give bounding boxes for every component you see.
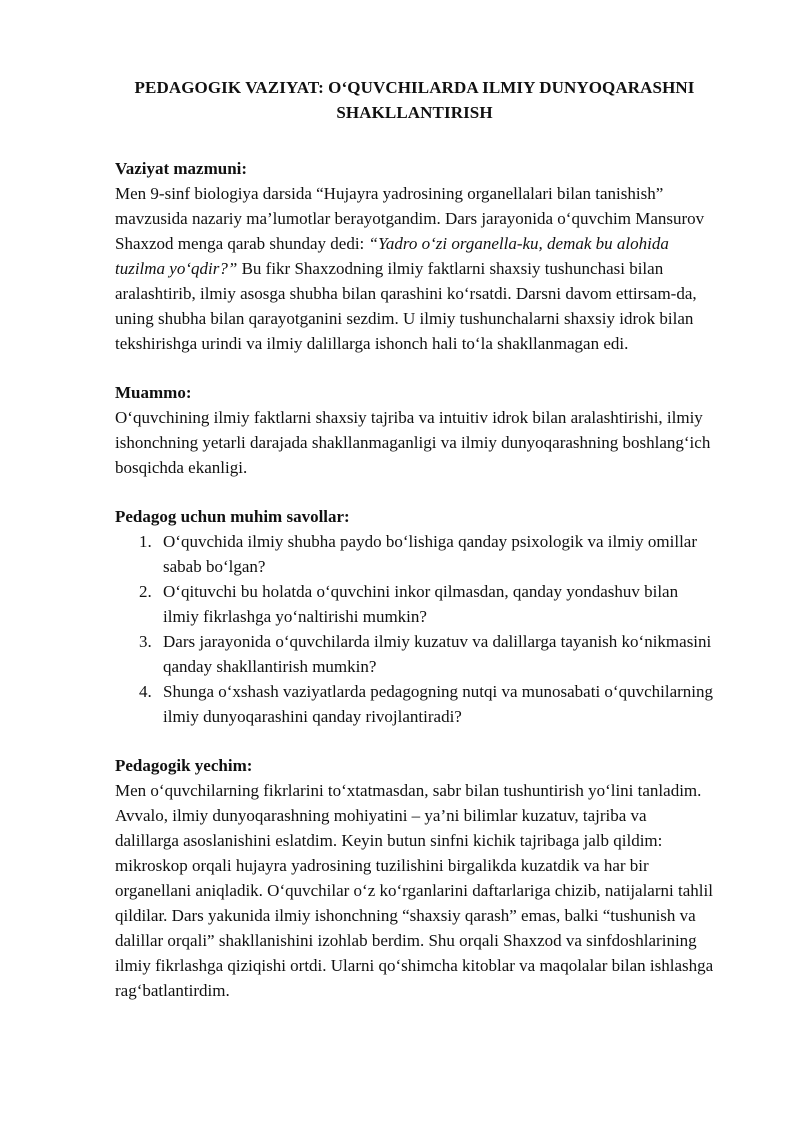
list-item xyxy=(139,529,714,579)
problem-text: O‘quvchining ilmiy faktlarni shaxsiy tajriba va intuitiv idrok bilan aralashtirishi, ilmiy ishonchning yetarli darajada shakllanmaganligi va ilmiy dunyoqarashning boshlang‘ich bosqichda ekanligi. xyxy=(115,408,711,477)
solution-heading: Pedagogik yechim: xyxy=(115,756,253,775)
student-quote: “Yadro o‘zi organella-ku, demak bu alohida tuzilma yo‘qdir?” xyxy=(115,234,669,278)
situation-text-start: Men 9-sinf biologiya darsida “Hujayra yadrosining organellalari bilan tanishish” mavzusida nazariy ma’lumotlar berayotgandim. Dars jarayonida o‘quvchim Mansurov Shaxzod menga qarab shunday dedi: xyxy=(115,184,705,253)
list-item-number: 2. xyxy=(139,582,152,601)
questions-section xyxy=(115,504,714,729)
list-item-text: O‘qituvchi bu holatda o‘quvchini inkor qilmasdan, qanday yondashuv bilan ilmiy fikrlashga yo‘naltirishi mumkin? xyxy=(163,582,679,626)
list-item xyxy=(139,579,714,629)
document-title: PEDAGOGIK VAZIYAT: O‘QUVCHILARDA ILMIY DUNYOQARASHNI SHAKLLANTIRISH xyxy=(134,78,695,122)
list-item xyxy=(139,679,714,729)
questions-list xyxy=(115,529,714,729)
solution-text: Men o‘quvchilarning fikrlarini to‘xtatmasdan, sabr bilan tushuntirish yo‘lini tanladim. Avvalo, ilmiy dunyoqarashning mohiyatini – ya’ni bilimlar kuzatuv, tajriba va dalillarga asoslanishini eslatdim. Keyin butun sinfni kichik tajribaga jalb qildim: mikroskop orqali hujayra yadrosining tuzilishini birgalikda kuzatdik va har bir organellani aniqladik. O‘quvchilar o‘z ko‘rganlarini daftarlariga chizib, natijalarni tahlil qildilar. Dars yakunida ilmiy ishonchning “shaxsiy qarash” emas, balki “tushunish va dalillar orqali” shakllanishini izohlab berdim. Shu orqali Shaxzod va sinfdoshlarining ilmiy fikrlashga qiziqishi ortdi. Ularni qo‘shimcha kitoblar va maqolalar bilan ishlashga rag‘batlantirdim. xyxy=(115,781,714,1000)
problem-heading: Muammo: xyxy=(115,383,192,402)
list-item-number: 3. xyxy=(139,632,152,651)
list-item-text: O‘quvchida ilmiy shubha paydo bo‘lishiga qanday psixologik va ilmiy omillar sabab bo‘lgan? xyxy=(163,532,698,576)
questions-heading: Pedagog uchun muhim savollar: xyxy=(115,507,350,526)
situation-text-end: Bu fikr Shaxzodning ilmiy faktlarni shaxsiy tushunchasi bilan aralashtirib, ilmiy asosga shubha bilan qarashini ko‘rsatdi. Darsni davom ettirsam-da, uning shubha bilan qarayotganini sezdim. U ilmiy tushunchalarni shaxsiy idrok bilan tekshirishga urindi va ilmiy dalillarga ishonch hali to‘la shakllanmagan edi. xyxy=(115,259,697,353)
solution-section xyxy=(115,753,714,1003)
list-item-number: 1. xyxy=(139,532,152,551)
situation-section xyxy=(115,156,714,356)
situation-heading: Vaziyat mazmuni: xyxy=(115,159,248,178)
list-item-text: Shunga o‘xshash vaziyatlarda pedagogning nutqi va munosabati o‘quvchilarning ilmiy dunyoqarashini qanday rivojlantiradi? xyxy=(163,682,714,726)
problem-section xyxy=(115,380,714,480)
list-item xyxy=(139,629,714,679)
list-item-number: 4. xyxy=(139,682,152,701)
list-item-text: Dars jarayonida o‘quvchilarda ilmiy kuzatuv va dalillarga tayanish ko‘nikmasini qanday shakllantirish mumkin? xyxy=(163,632,712,676)
situation-text xyxy=(115,181,714,356)
